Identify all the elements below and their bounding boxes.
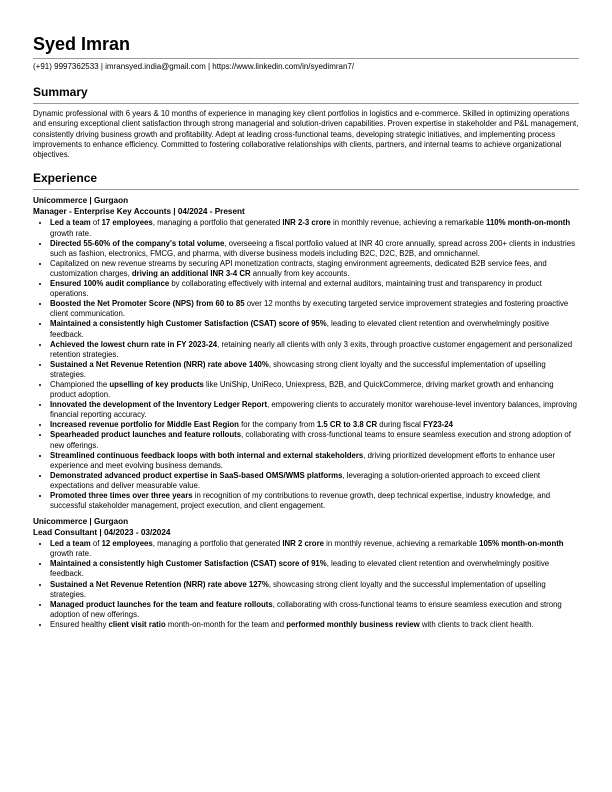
job-bullet <box>50 559 579 579</box>
bullet-text: of <box>90 218 102 228</box>
bullet-text: month-on-month for the team and <box>165 619 287 629</box>
bullet-text: growth rate. <box>50 228 92 238</box>
contact-line: (+91) 9997362533 | imransyed.india@gmail.com | https://www.linkedin.com/in/syedimran7/ <box>33 62 355 71</box>
candidate-name: Syed Imran <box>33 34 131 54</box>
job-bullet <box>50 491 579 511</box>
bullet-text: in recognition of my contributions to revenue growth, deep technical expertise, industry knowledge, and successful stakeholder management, project execution, and client engagement. <box>50 491 551 511</box>
bullet-text: Demonstrated advanced product expertise in SaaS-based OMS/WMS platforms <box>50 470 343 480</box>
job-bullet <box>50 239 579 259</box>
bullet-text: 1.5 CR to 3.8 CR <box>316 420 378 430</box>
bullet-text: , overseeing a fiscal portfolio valued at INR 40 crore annually, spread across 200+ clients in industries such as fashion, electronics, FMCG, and pharma, with diverse business models including B2C, D2C, B2B, and omnichannel. <box>50 238 575 258</box>
bullet-text: annually from key accounts. <box>250 268 350 278</box>
bullet-text: INR 2 crore <box>282 539 324 549</box>
job-bullets <box>33 218 579 511</box>
job-bullet <box>50 360 579 380</box>
job-bullet <box>50 319 579 339</box>
bullet-text: , managing a portfolio that generated <box>152 539 283 549</box>
experience-divider <box>33 189 579 190</box>
bullet-text: 12 employees <box>101 539 153 549</box>
bullet-text: client visit ratio <box>108 619 166 629</box>
bullet-text: Ensured healthy <box>50 619 109 629</box>
job-bullet <box>50 340 579 360</box>
bullet-text: , leading to elevated client retention and overwhelmingly positive feedback. <box>50 559 550 579</box>
job-bullet <box>50 279 579 299</box>
bullet-text: over 12 months by executing targeted service improvement strategies and fostering proactive client communication. <box>50 299 569 319</box>
bullet-text: Achieved the lowest churn rate in FY 2023-24 <box>50 339 218 349</box>
bullet-text: like UniShip, UniReco, Uniexpress, B2B, and QuickCommerce, driving market growth and enhancing product adoption. <box>50 379 554 400</box>
bullet-text: Increased revenue portfolio for Middle East Region <box>50 420 239 430</box>
summary-heading: Summary <box>33 85 88 99</box>
bullet-text: 105% month-on-month <box>479 539 564 549</box>
job-bullet <box>50 400 579 420</box>
bullet-text: Managed product launches for the team and feature rollouts <box>50 599 273 609</box>
bullet-text: , collaborating with cross-functional teams to ensure seamless execution and strong adoption of new offerings. <box>50 430 571 450</box>
job-bullet <box>50 420 579 430</box>
bullet-text: INR 2-3 crore <box>282 218 331 228</box>
bullet-text: Sustained a Net Revenue Retention (NRR) rate above 127% <box>50 579 269 589</box>
job-entry-2 <box>33 517 579 630</box>
bullet-text: , leading to elevated client retention and overwhelmingly positive feedback. <box>50 319 550 339</box>
bullet-text: Streamlined continuous feedback loops with both internal and external stakeholders <box>50 450 364 460</box>
bullet-text: , managing a portfolio that generated <box>152 218 283 228</box>
bullet-text: , collaborating with cross-functional teams to ensure seamless execution and strong adoption of new offerings. <box>50 599 562 619</box>
bullet-text: with clients to track client health. <box>419 619 534 629</box>
bullet-text: during fiscal <box>377 420 424 430</box>
bullet-text: Championed the <box>50 379 110 389</box>
bullet-text: Led a team <box>50 218 91 228</box>
job-bullet <box>50 539 579 559</box>
job-bullets <box>33 539 579 630</box>
bullet-text: Directed 55-60% of the company's total volume <box>50 238 225 248</box>
job-entry-1 <box>33 196 579 511</box>
bullet-text: Sustained a Net Revenue Retention (NRR) rate above 140% <box>50 359 269 369</box>
bullet-text: driving an additional INR 3-4 CR <box>131 268 251 278</box>
bullet-text: in monthly revenue, achieving a remarkable <box>330 218 487 228</box>
summary-divider <box>33 103 579 104</box>
job-bullet <box>50 471 579 491</box>
bullet-text: Promoted three times over three years <box>50 491 193 501</box>
name-divider <box>33 58 579 59</box>
bullet-text: 17 employees <box>101 218 153 228</box>
bullet-text: , retaining nearly all clients with only 3 exits, through proactive customer engagement and personalized retention strategies. <box>50 339 573 359</box>
job-role: Lead Consultant | 04/2023 - 03/2024 <box>33 527 171 537</box>
bullet-text: , showcasing strong client loyalty and the successful implementation of upselling strategies. <box>50 359 546 379</box>
job-bullet <box>50 259 579 279</box>
bullet-text: performed monthly business review <box>286 619 420 629</box>
job-bullet <box>50 218 579 238</box>
job-bullet <box>50 620 579 630</box>
bullet-text: , leveraging a solution-oriented approach to exceed client expectations and deliver measurable value. <box>50 470 541 490</box>
job-bullet <box>50 380 579 400</box>
job-bullet <box>50 451 579 471</box>
bullet-text: Spearheaded product launches and feature rollouts <box>50 430 242 440</box>
job-bullet <box>50 580 579 600</box>
bullet-text: , showcasing strong client loyalty and the successful implementation of upselling strategies. <box>50 579 546 599</box>
bullet-text: , empowering clients to accurately monitor warehouse-level inventory balances, improving financial reporting accuracy. <box>50 400 577 420</box>
job-bullet <box>50 430 579 450</box>
bullet-text: of <box>90 539 102 549</box>
bullet-text: Capitalized on new revenue streams by securing API monetization contracts, staging environment agreements, dedicated B2B service fees, and customization charges, <box>50 258 547 278</box>
bullet-text: in monthly revenue, achieving a remarkable <box>323 539 480 549</box>
bullet-text: Ensured 100% audit compliance <box>50 279 170 289</box>
job-role: Manager - Enterprise Key Accounts | 04/2024 - Present <box>33 206 245 216</box>
bullet-text: , driving prioritized development efforts to enhance user experience and meet evolving business demands. <box>50 450 556 470</box>
bullet-text: Led a team <box>50 539 91 549</box>
bullet-text: by collaborating effectively with internal and external auditors, maintaining trust and transparency in product operations. <box>50 279 542 299</box>
bullet-text: Innovated the development of the Inventory Ledger Report <box>50 400 268 410</box>
job-company: Unicommerce | Gurgaon <box>33 196 129 206</box>
bullet-text: Maintained a consistently high Customer Satisfaction (CSAT) score of 91% <box>50 559 327 569</box>
job-bullet <box>50 299 579 319</box>
summary-text: Dynamic professional with 6 years & 10 months of experience in managing key client portfolios in logistics and e-commerce. Skilled in optimizing operations and ensuring exceptional client satisfaction through strong managerial and solution-driven capabilities. Proven expertise in stakeholder and P&L management, consistently driving business growth and profitability. Adept at leading cross-functional teams, developing strategic initiatives, and implementing process improvements to enhance efficiency. Committed to fostering collaborative relationships with clients, partners, and internal teams to achieve organizational objectives. <box>33 109 579 160</box>
bullet-text: Maintained a consistently high Customer Satisfaction (CSAT) score of 95% <box>50 319 327 329</box>
bullet-text: upselling of key products <box>109 379 204 389</box>
bullet-text: growth rate. <box>50 549 92 559</box>
bullet-text: 110% month-on-month <box>486 218 571 228</box>
experience-heading: Experience <box>33 171 98 186</box>
bullet-text: for the company from <box>238 420 317 430</box>
bullet-text: FY23-24 <box>423 420 453 430</box>
job-bullet <box>50 600 579 620</box>
job-company: Unicommerce | Gurgaon <box>33 517 129 527</box>
bullet-text: Boosted the Net Promoter Score (NPS) from 60 to 85 <box>50 299 245 309</box>
